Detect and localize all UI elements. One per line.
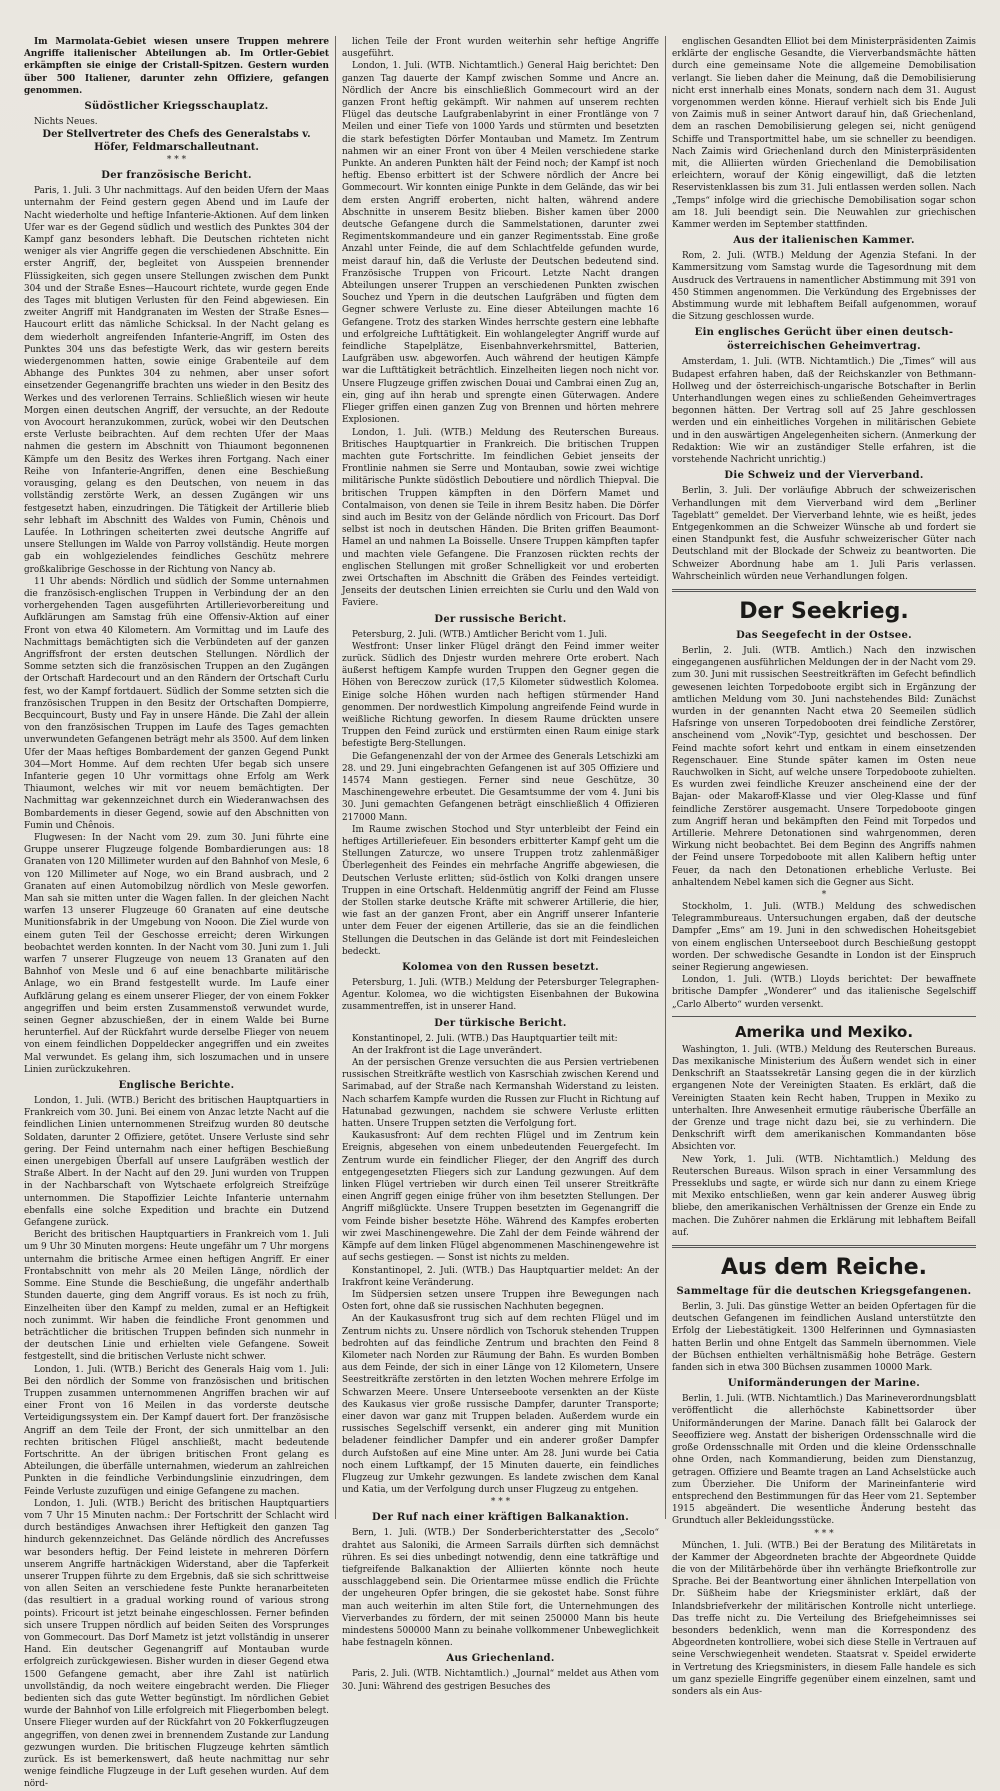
article-paragraph: London, 1. Juli. (WTB.) Bericht des britischen Hauptquartiers in Frankreich vom 30. Juni. Bei einem von Anzac letzte Nacht auf die feindlichen Linien unternommenen Streifzug wurden 80 deutsche Soldaten, darunter 2 Offiziere, getötet. Unsere Verluste sind sehr gering. Der Feind unternahm nach einer heftigen Beschießung einen unergebigen Überfall auf unsere Laufgräben westlich der Straße Albert. In der Nacht auf den 29. Juni wurden von Truppen in der Nachbarschaft von Wytschaete erfolgreich Streifzüge unternommen. Die Stapoffizier Leichte Infanterie unternahm ebenfalls eine solche Expedition und brachte ein Dutzend Gefangene zurück. [24, 1096, 329, 1229]
article-paragraph: Petersburg, 2. Juli. (WTB.) Amtlicher Bericht vom 1. Juli. [352, 629, 608, 640]
article-paragraph: London, 1. Juli. (WTB.) Bericht des britischen Hauptquartiers vom 7 Uhr 15 Minuten nachm.: Der Fortschritt der Schlacht wird durch beständiges Anwachsen ihrer Heftigkeit den ganzen Tag hindurch gekennzeichnet. Das Gelände nördlich des Ancrefusses war besonders heftig. Der Feind leistete in mehreren Dörfern unserem Angriffe hartnäckigen Widerstand, aber die Tapferkeit unserer Truppen führte zu dem Ergebnis, daß sie sich schrittweise von allen Seiten an verschiedene feste Punkte heranarbeiteten (das resultiert in a gradual working round of various strong points). Fricourt ist jetzt beinahe eingeschlossen. Ferner befinden sich unsere Truppen nördlich auf beiden Seiten des Vorsprunges von Gommecourt. Das Dorf Mametz ist jetzt vollständig in unserer Hand. Ein deutscher Gegenangriff auf Montauban wurde erfolgreich zurückgewiesen. Bisher wurden in dieser Gegend etwa 1500 Gefangene gemacht, aber ihre Zahl ist natürlich unvollständig, da noch weitere eingebracht werden. Die Flieger bedienten sich das gute Wetter begünstigt. Im nördlichen Gebiet wurde der Bahnhof von Lille erfolgreich mit Fliegerbomben belegt. Unsere Flieger wurden auf der Rückfahrt von 20 Fokkerflugzeugen angegriffen, von denen zwei in brennendem Zustande zur Landung gezwungen wurden. Die britischen Flugzeuge kehrten sämtlich zurück. Es ist bemerkenswert, daß heute nachmittag nur sehr wenige feindliche Flugzeuge in der Luft gesehen wurden. Auf dem nörd- [24, 1498, 329, 1790]
heading-secret-treaty: Ein englisches Gerücht über einen deutsch-österreichischen Geheimvertrag. [694, 327, 954, 353]
heading-america-mexico: Amerika und Mexiko. [734, 1022, 914, 1041]
article-paragraph: London, 1. Juli. (WTB.) Lloyds berichtet: Der bewaffnete britische Dampfer „Wonderer“ und das italienische Segelschiff „Carlo Alberto“ wurden versenkt. [672, 975, 976, 1010]
divider-stars: * * * [166, 155, 187, 166]
article-paragraph: 11 Uhr abends: Nördlich und südlich der Somme unternahmen die französisch-englischen Truppen in Verbindung der an den vorhergehenden Tagen ausgeführten Artillerievorbereitung und Aufklärungen am Samstag früh eine Offensiv-Aktion auf einer Front von etwa 40 Kilometern. Am Vormittag und im Laufe des Nachmittags bemächtigten sich die Verbündeten auf der ganzen Angriffsfront der ersten deutschen Stellungen. Nördlich der Somme setzten sich die französischen Truppen an den Zugängen der Ortschaft Hardecourt und an den Rändern der Ortschaft Curlu fest, wo der Kampf fortdauert. Südlich der Somme setzten sich die französischen Truppen in den Besitz der Ortschaften Dompierre, Becquincourt, Busty und Fay in unsere Hände. Die Zahl der allein von den französischen Truppen im Laufe des Tages gemachten unverwundeten Gefangenen beträgt mehr als 3500. Auf dem linken Ufer der Maas heftiges Bombardement der ganzen Gegend Punkt 304—Mort Homme. Auf dem rechten Ufer begab sich unsere Infanterie gegen 10 Uhr vormittags ohne Erfolg am Werk Thiaumont, welches wir mit vor neuem bemächtigten. Der Nachmittag war gekennzeichnet durch ein Wiederanwachsen des Bombardements in dieser Gegend, sowie auf den Abschnitten von Fumin und Chênois. [24, 576, 329, 831]
article-paragraph: lichen Teile der Front wurden weiterhin sehr heftige Angriffe ausgeführt. [342, 37, 659, 60]
column-1 [18, 36, 336, 1790]
article-paragraph: Die Gefangenenzahl der von der Armee des Generals Letschizki am 28. und 29. Juni eingebrachten Gefangenen ist auf 305 Offiziere und 14574 Mann gestiegen. Ferner sind neue Geschütze, 30 Maschinengewehre erbeutet. Die Gesamtsumme der vom 4. Juni bis 30. Juni gemachten Gefangenen beträgt einschließlich 4 Offizieren 217000 Mann. [342, 751, 659, 823]
section-rule [672, 1016, 976, 1017]
section-rule [672, 1245, 976, 1248]
article-paragraph: Paris, 2. Juli. (WTB. Nichtamtlich.) „Journal“ meldet aus Athen vom 30. Juni: Während des gestrigen Besuches des [342, 1669, 659, 1692]
heading-switzerland: Die Schweiz und der Vierverband. [724, 470, 924, 482]
article-paragraph: Washington, 1. Juli. (WTB.) Meldung des Reuterschen Bureaus. Das mexikanische Ministerium des Äußern wendet sich in einer Denkschrift an Staatssekretär Lansing gegen die in der kürzlich ergangenen Note der Vereinigten Staaten. Es erklärt, daß die Vereinigten Staaten kein Recht haben, Truppen in Mexiko zu unterhalten. Ihre Anwesenheit ermutige räuberische Überfälle an der Grenze und trage nicht dazu bei, sie zu verhindern. Die Denkschrift wirft dem amerikanischen Kommandanten böse Absichten vor. [672, 1044, 976, 1153]
columns [18, 36, 982, 1790]
article-paragraph: Paris, 1. Juli. 3 Uhr nachmittags. Auf den beiden Ufern der Maas unternahm der Feind gestern gegen Abend und im Laufe der Nacht wiederholte und heftige Infanterie-Aktionen. Auf dem linken Ufer war es der Gegend südlich und westlich des Punktes 304 der Kampf ganz besonders lebhaft. Die Deutschen richteten nicht weniger als vier Angriffe gegen die verschiedenen Abschnitte. Ein erster Angriff, der, begleitet von Ausspeien brennender Flüssigkeiten, sich gegen unsere Stellungen zwischen dem Punkt 304 und der Straße Esnes—Haucourt richtete, wurde gegen Ende des Tages mit blutigen Verlusten für den Feind abgewiesen. Ein zweiter Angriff mit Handgranaten im Westen der Straße Esnes—Haucourt erlitt das nämliche Schicksal. In der Nacht gelang es dem wiederholt angreifenden Infanterie-Angriff, im Osten des Punktes 304 uns das befestigte Werk, das wir gestern bereits wiedergenommen hatten, sowie einige Grabenteile auf dem Abhange des Punktes 304 zu nehmen, aber unser sofort einsetzender Gegenangriffe brachten uns wieder in den Besitz des Werkes und des verlorenen Terrains. Schließlich wiesen wir heute Morgen einen deutschen Angriff, der versuchte, an der Redoute von Avocourt heranzukommen, zurück, wobei wir den Deutschen erste Verluste beibrachten. Auf dem rechten Ufer der Maas nahmen die gestern im Abschnitt von Thiaumont begonnenen Kämpfe um den Besitz des Werkes ihren Fortgang. Nach einer Reihe von Infanterie-Angriffen, denen eine Beschießung vorausging, gelang es den Deutschen, von neuem in das vollständig zerstörte Werk, an dessen Zugängen wir uns festgesetzt haben, einzudringen. Die Tätigkeit der Artillerie blieb sehr lebhaft im Abschnitt des Waldes von Fumin, Chênois und Laufée. In Lothringen scheiterten zwei deutsche Angriffe auf unsere Stellungen im Walde von Parroy vollständig. Heute morgen gab ein wohlgezielendes feindliches Geschütz mehrere großkalibrige Geschosse in der Richtung von Nancy ab. [24, 186, 329, 575]
heading-baltic-battle: Das Seegefecht in der Ostsee. [736, 629, 912, 641]
article-paragraph: Flugwesen: In der Nacht vom 29. zum 30. Juni führte eine Gruppe unserer Flugzeuge folgende Bombardierungen aus: 18 Granaten von 120 Millimeter wurden auf den Bahnhof von Mesle, 6 von 120 Millimeter auf Noge, wo ein Brand ausbrach, und 2 Granaten auf einen Automobilzug nördlich von Mesle geworfen. Man sah sie mitten unter die Wagen fallen. In der gleichen Nacht warfen 13 unserer Flugzeuge 60 Granaten auf eine deutsche Munitionsfabrik in der Umgebung von Nooon. Die Ziel wurde von einem guten Teil der Geschosse erreicht; deren Wirkungen beobachtet werden konnten. In der Nacht vom 30. Juni zum 1. Juli warfen 7 unserer Flugzeuge von neuem 13 Granaten auf den Bahnhof von Mesle und 6 auf eine benachbarte militärische Anlage, wo ein Brand festgestellt wurde. Im Laufe einer Aufklärung gelang es einem unserer Flieger, der von einem Fokker angegriffen und beim ersten Zusammenstoß verwundet wurde, seinen Gegner abzuschießen, der in einem Walde bei Burne herunterfiel. Auf der Rückfahrt wurde derselbe Flieger von neuem von einem feindlichen Doppeldecker angegriffen und ein zweites Mal verwundet. Es gelang ihm, sich loszumachen und in unsere Linien zurückzukehren. [24, 832, 329, 1075]
heading-from-the-reich: Aus dem Reiche. [720, 1255, 928, 1281]
heading-collection-days: Sammeltage für die deutschen Kriegsgefangenen. [676, 1286, 972, 1298]
article-paragraph: Rom, 2. Juli. (WTB.) Meldung der Agenzia Stefani. In der Kammersitzung vom Samstag wurde die Tagesordnung mit dem Ausdruck des Vertrauens in namentlicher Abstimmung mit 391 von 450 Stimmen angenommen. Die Verkündung des Ergebnisses der Abstimmung wurde mit lebhaftem Beifall aufgenommen, worauf die Sitzung geschlossen wurde. [672, 251, 976, 323]
article-paragraph: Amsterdam, 1. Juli. (WTB. Nichtamtlich.) Die „Times“ will aus Budapest erfahren haben, daß der Reichskanzler von Bethmann-Hollweg und der österreichisch-ungarische Botschafter in Berlin Unterhandlungen wegen eines zu schließenden Geheimvertrages begonnen hätten. Der Vertrag soll auf 25 Jahre geschlossen werden und ein einheitliches Vorgehen in militärischen Gebiete und in den auswärtigen Angelegenheiten sichern. (Anmerkung der Redaktion: Wie wir an zuständiger Stelle erfahren, ist die vorstehende Nachricht unrichtig.) [672, 357, 976, 466]
heading-english-reports: Englische Berichte. [118, 1080, 235, 1092]
article-paragraph: Berlin, 2. Juli. (WTB. Amtlich.) Nach den inzwischen eingegangenen ausführlichen Meldungen der in der Nacht vom 29. zum 30. Juni mit russischen Seestreitkräften im Gefecht befindlich gewesenen leichten Torpedoboote ergibt sich in Ergänzung der amtlichen Meldung vom 30. Juni nachstehendes Bild: Zunächst wurden in der genannten Nacht etwa 20 Seemeilen südlich Hafsringe von unseren Torpedobooten drei feindliche Zerstörer, anscheinend vom „Novik“-Typ, gesichtet und beschossen. Der Feind machte sofort kehrt und entkam in einem einsetzenden Regenschauer. Eine Stunde später kamen im Osten neue Rauchwolken in Sicht, auf welche unsere Torpedoboote zuhielten. Es wurden zwei feindliche Kreuzer anscheinend eine der der Bajan- oder Makaroff-Klasse und vier Oleg-Klasse und fünf feindliche Zerstörer ausgemacht. Unsere Torpedoboote gingen zum Angriff heran und bekämpften den Feind mit Torpedos und Artillerie. Mehrere Detonationen sind wahrgenommen, deren Wirkung nicht beobachtet. Bei dem Beginn des Angriffs nahmen der Feind unsere Torpedoboote mit allen Kalibern heftig unter Feuer, da nach den Detonationen erhebliche Verluste. Bei anhaltendem Nebel kamen sich die Gegner aus Sicht. [672, 645, 976, 888]
column-2 [336, 36, 666, 1692]
article-paragraph: Berlin, 1. Juli. (WTB. Nichtamtlich.) Das Marineverordnungsblatt veröffentlicht die allerhöchste Kabinettsorder über Uniformänderungen der Marine. Danach fällt bei Galarock der Seeoffiziere weg. Anstatt der bisherigen Ordensschnalle wird die große Ordensschnalle mit Orden und die kleine Ordensschnalle ohne Orden, nach Kommandierung, beiden zum Dienstanzug, getragen. Offiziere und Beamte tragen an Land Achselstücke auch zum Überzieher. Die Uniform der Marineinfanterie wird entsprechend den Bestimmungen für das Heer vom 21. September 1915 abgeändert. Die wesentliche Änderung besteht das Grundtuch aller Bekleidungsstücke. [672, 1394, 976, 1527]
article-paragraph: Petersburg, 1. Juli. (WTB.) Meldung der Petersburger Telegraphen-Agentur. Kolomea, wo die wichtigsten Eisenbahnen der Bukowina zusammentreffen, ist in unserer Hand. [342, 978, 659, 1013]
news-text: Nichts Neues. [34, 117, 98, 128]
article-paragraph: An der persischen Grenze versuchten die aus Persien vertriebenen russischen Streitkräfte westlich von Kasrschiah zwischen Kerend und Sarimabad, auf der Straße nach Kermanshah Widerstand zu leisten. Nach scharfem Kampfe wurden die Russen zur Flucht in Richtung auf Hatunabad gezwungen, nachdem sie schwere Verluste erlitten hatten. Unsere Truppen setzten die Verfolgung fort. [342, 1058, 659, 1130]
article-paragraph: Berlin, 3. Juli. Das günstige Wetter an beiden Opfertagen für die deutschen Gefangenen im feindlichen Ausland unterstützte den Erfolg der Liebestätigkeit. 1300 Helferinnen und Gymnasiasten hatten Berlin und ohne Entgelt das Sammeln übernommen. Viele der Büchsen enthielten verhältnismäßig hohe Beträge. Gestern fanden sich in etwa 300 Büchsen zusammen 10000 Mark. [672, 1302, 976, 1374]
article-paragraph: Berlin, 3. Juli. Der vorläufige Abbruch der schweizerischen Verhandlungen mit dem Vierverband wird dem „Berliner Tageblatt“ gemeldet. Der Vierverband lehnte, wie es heißt, jedes Entgegenkommen an die Schweizer Wünsche ab und fordert sie einen Standpunkt fest, die Ausfuhr schweizerischer Güter nach Deutschland mit der Blockade der Schweiz zu beantworten. Die Schweizer Abordnung habe am 1. Juli Paris verlassen. Wahrscheinlich würden neue Verhandlungen folgen. [672, 486, 976, 582]
heading-naval-war: Der Seekrieg. [739, 598, 909, 624]
article-paragraph: London, 1. Juli. (WTB.) Meldung des Reuterschen Bureaus. Britisches Hauptquartier in Frankreich. Die britischen Truppen machten gute Fortschritte. Im feindlichen Gebiet jenseits der Frontlinie nahmen sie Serre und Montauban, sowie zwei wichtige militärische Punkte südöstlich Deboutiere und nördlich Thiepval. Die britischen Truppen kämpften in den Dörfern Mamet und Contalmaison, von denen sie Teile in ihrem Besitz haben. Die Dörfer sind auch im Besitz von der Gelände nördlich von Fricourt. Das Dorf selbst ist noch in deutschen Händen. Die Briten griffen Beaumont-Hamel an und nahmen La Boisselle. Unsere Truppen kämpften tapfer und machten viele Gefangene. Die Franzosen rückten rechts der englischen Stellungen mit großer Schnelligkeit vor und eroberten zwei Ortschaften im Abschnitt die Gräben des Feindes verteidigt. Jenseits der deutschen Linien erreichten sie Curlu und den Wald von Faviere. [342, 427, 659, 609]
heading-balkan-action: Der Ruf nach einer kräftigen Balkanaktion. [371, 1512, 630, 1524]
column-3 [666, 36, 982, 1697]
article-paragraph: Westfront: Unser linker Flügel drängt den Feind immer weiter zurück. Südlich des Dnjestr wurden mehrere Orte erobert. Nach äußerst heftigem Kampfe wurden Truppen den Gegner gegen die Höhen von Bereczow zurück (17,5 Kilometer südwestlich Kolomea. Einige solche Höhen wurden nach heftigen stürmender Hand genommen. Der nordwestlich Kimpolung angreifende Feind wurde in weißliche Richtung geworfen. In diesem Raume drückten unsere Truppen den Feind zurück und erstürmten einen Raum einige stark befestigte Berg-Stellungen. [342, 641, 659, 750]
article-paragraph: New York, 1. Juli. (WTB. Nichtamtlich.) Meldung des Reuterschen Bureaus. Wilson sprach in einer Versammlung des Presseklubs und sagte, er würde sich nur dann zu einem Kriege mit Mexiko entschließen, wenn gar kein anderer Ausweg übrig bliebe, den amerikanischen Verhältnissen der Grenze ein Ende zu machen. Die Zuhörer nahmen die Erklärung mit lebhaftem Beifall auf. [672, 1154, 976, 1238]
article-paragraph: Stockholm, 1. Juli. (WTB.) Meldung des schwedischen Telegrammbureaus. Untersuchungen ergaben, daß der deutsche Dampfer „Ems“ am 19. Juni in den schwedischen Hoheitsgebiet von einem englischen Unterseeboot durch Beschießung gestoppt worden. Der schwedische Gesandte in London ist der Einspruch seiner Regierung angewiesen. [672, 901, 976, 973]
article-paragraph: Bericht des britischen Hauptquartiers in Frankreich vom 1. Juli um 9 Uhr 30 Minuten morgens: Heute ungefähr um 7 Uhr morgens unternahm die britische Armee einen heftigen Angriff. Er einer Frontabschnitt von mehr als 20 Meilen Länge, nördlich der Somme. Eine Stunde die Beschießung, die ungefähr anderthalb Stunden dauerte, ging dem Angriff voraus. Es ist noch zu früh, Einzelheiten über den Kampf zu melden, zumal er an Heftigkeit noch zunimmt. Wir haben die feindliche Front genommen und beträchtlicher die britischen Truppen befinden sich nunmehr in der deutschen Linie und erhielten viele Gefangene. Soweit festgestellt, sind die britischen Verluste nicht schwer. [24, 1230, 329, 1363]
heading-russian-report: Der russische Bericht. [434, 613, 567, 625]
heading-italian-chamber: Aus der italienischen Kammer. [733, 235, 915, 247]
article-paragraph: Bern, 1. Juli. (WTB.) Der Sonderberichterstatter des „Secolo“ drahtet aus Saloniki, die Armeen Sarrails dürften sich demnächst rühren. Es sei dies unbedingt notwendig, denn eine tatkräftige und tiefgreifende Balkanaktion der Alliierten könnte noch heute ausschlaggebend sein. Die Orientarmee müsse endlich die Früchte der ungeheuren Opfer bringen, die sie gekostet habe. Sonst führe man auch weiterhin im alten Stile fort, die Unternehmungen des Vierverbandes zu fördern, der mit seinen 250000 Mann bis heute mindestens 500000 Mann zu beinahe vollkommener Unbeweglichkeit habe festnageln können. [342, 1528, 659, 1649]
divider-stars: * * * [490, 1497, 511, 1508]
section-heading-southeast: Südöstlicher Kriegsschauplatz. [84, 101, 269, 113]
heading-kolomea: Kolomea von den Russen besetzt. [402, 962, 599, 974]
section-rule [672, 589, 976, 592]
intro-paragraph: Im Marmolata-Gebiet wiesen unsere Truppen mehrere Angriffe italienischer Abteilungen ab. Im Ortler-Gebiet erkämpften sie einige der Cristall-Spitzen. Gestern wurden über 500 Italiener, darunter zehn Offiziere, gefangen genommen. [24, 37, 329, 96]
article-paragraph: London, 1. Juli. (WTB.) Bericht des Generals Haig vom 1. Juli: Bei den nördlich der Somme von französischen und britischen Truppen zusammen unternommenen Angriffen brachen wir auf einer Front von 16 Meilen in das vorderste deutsche Verteidigungssystem ein. Der Kampf dauert fort. Der französische Angriff an dem Teile der Front, der sich unmittelbar an den rechten britischen Flügel anschließt, macht bedeutende Fortschritte. An der übrigen britischen Front gelang es Abteilungen, die überfälle unternahmen, wiederum an zahlreichen Punkten in die feindliche Verbindungslinie einzudringen, dem Feinde Verluste zuzufügen und einige Gefangene zu machen. [24, 1364, 329, 1497]
heading-french-report: Der französische Bericht. [101, 170, 252, 182]
article-paragraph: Kaukasusfront: Auf dem rechten Flügel und im Zentrum kein Ereignis, abgesehen von einem unbedeutenden Feuergefecht. Im Zentrum wurde ein feindlicher Flieger, der den Angriff des durch entgegengesetzten Fliegers sich zur Landung gezwungen. Auf dem linken Flügel vertrieben wir durch einen Teil unserer Streitkräfte einen Angriff gegen einige früher von ihm besetzten Stellungen. Der Angriff mißglückte. Unsere Truppen besetzten im Gegenangriff die vom Feinde bisher besetzte Höhe. Während des Kampfes eroberten wir zwei Maschinengewehre. Die Zahl der dem Feinde während der Kämpfe auf dem linken Flügel abgenommenen Maschinengewehre ist auf sechs gestiegen. — Sonst ist nichts zu melden. [342, 1131, 659, 1264]
article-paragraph: Im Raume zwischen Stochod und Styr unterbleibt der Feind ein heftiges Artilleriefeuer. Ein besonders erbitterter Kampf geht um die Stellungen Zaturcze, wo unsere Truppen trotz zahlenmäßiger Überlegenheit des Feindes ein mehrfache Angriffe abgewiesen, die Deutschen Verluste erlitten; süd-östlich von Kolki drangen unsere Truppen in eine Ortschaft. Heldenmütig angriff der Feind am Flusse der Stollen starke deutsche Kräfte mit schwerer Artillerie, die hier, wie fast an der ganzen Front, aber ein Angriff unserer Infanterie unter dem Feuer der eigenen Artillerie, das sie an die feindlichen Stellungen die Deutschen in das Gelände ist dort mit Feindesleichen bedeckt. [342, 824, 659, 957]
heading-greece: Aus Griechenland. [446, 1653, 555, 1665]
article-paragraph: München, 1. Juli. (WTB.) Bei der Beratung des Militäretats in der Kammer der Abgeordneten brachte der Abgeordnete Quidde die von der Militärbehörde über ihn verhängte Briefkontrolle zur Sprache. Bei der Beantwortung einer ähnlichen Interpellation von Dr. Süßheim habe der Kriegsminister erklärt, daß der Inlandsbriefverkehr der militärischen Kontrolle nicht unterliege. Das treffe nicht zu. Die Verteilung des Briefgeheimnisses sei besonders bedenklich, wenn man die Korrespondenz des Abgeordneten kontrolliere, wobei sich diese Stelle in Vertrauen auf seine Verschwiegenheit wendeten. Staatsrat v. Speidel erwiderte in Vertretung des Kriegsministers, in diesem Falle handele es sich um ganz spezielle Eingriffe gegenüber einem einzelnen, samt und sonders als ein Aus- [672, 1540, 976, 1697]
heading-turkish-report: Der türkische Bericht. [434, 1017, 567, 1029]
article-paragraph: An der Irakfront ist die Lage unverändert. [352, 1045, 543, 1056]
divider-stars: * [821, 889, 827, 900]
article-paragraph: Konstantinopel, 2. Juli. (WTB.) Das Hauptquartier meldet: An der Irakfront keine Veränderung. [342, 1265, 659, 1288]
article-paragraph: Konstantinopel, 2. Juli. (WTB.) Das Hauptquartier teilt mit: [352, 1033, 618, 1044]
article-paragraph: London, 1. Juli. (WTB. Nichtamtlich.) General Haig berichtet: Den ganzen Tag dauerte der Kampf zwischen Somme und Ancre an. Nördlich der Ancre bis einschließlich Gommecourt wird an der ganzen Front heftig gekämpft. Wir nahmen auf unserem rechten Flügel das deutsche Laufgrabenlabyrint in einer Frontlänge von 7 Meilen und einer Tiefe von 1000 Yards und stürmten und besetzten die stark befestigten Dörfer Montauban und Mametz. Im Zentrum nahmen wir an einer Front von über 4 Meilen verschiedene starke Punkte. An anderen Punkten hält der Feind noch; der Kampf ist noch heftig. Ebenso erbittert ist der Schwere nördlich der Ancre bei Gommecourt. Wir konnten einige Punkte in dem Gelände, das wir bei dem ersten Angriff eroberten, nicht halten, während andere Abschnitte in unserem Besitz blieben. Bisher kamen über 2000 deutsche Gefangene durch die Sammelstationen, darunter zwei Regimentskommandeure und ein ganzer Regimentsstab. Eine große Anzahl unter Feinde, die auf dem Schlachtfelde gefunden wurde, meist darauf hin, daß die Verluste der Deutschen bedeutend sind. Französische Truppen von Fricourt. Letzte Nacht drangen Abteilungen unserer Truppen an verschiedenen Punkten zwischen Souchez und Ypern in die deutschen Laufgräben und fügten dem Gegner schwere Verluste zu. Eine dieser Abteilungen machte 16 Gefangene. Trotz des starken Windes herrschte gestern eine lebhafte und erfolgreiche Lufttätigkeit. Ein wohlangelegter Angriff wurde auf feindliche Stapelplätze, Eisenbahnverkehrsmittel, Batterien, Laufgräben usw. abgeworfen. Auch während der heutigen Kämpfe war die Lufttätigkeit beträchtlich. Einzelheiten liegen noch nicht vor. Unsere Flugzeuge griffen zwischen Douai und Cambrai einen Zug an, ein, ging auf ihn herab und sprengte einen Güterwagen. Andere Flieger griffen einen ganzen Zug von Brennen und hörten mehrere Explosionen. [342, 61, 659, 426]
divider-stars: * * * [814, 1528, 834, 1539]
article-paragraph: Im Südpersien setzen unsere Truppen ihre Bewegungen nach Osten fort, ohne daß sie russischen Nachhuten begegnen. [342, 1289, 659, 1313]
signature: Der Stellvertreter des Chefs des Generalstabs v. Höfer, Feldmarschalleutnant. [42, 129, 311, 154]
heading-navy-uniforms: Uniformänderungen der Marine. [727, 1378, 921, 1390]
article-paragraph: An der Kaukasusfront trug sich auf dem rechten Flügel und im Zentrum nichts zu. Unsere nördlich von Tschoruk stehenden Truppen bedrohten auf das feindliche Zentrum und brachten den Feind 8 Kilometer nach Norden zur Räumung der Bahn. Es wurden Bomben aus dem Feinde, der sich in einer Länge von 12 Kilometern, Unsere Seestreitkräfte zerstörten in den letzten Wochen mehrere Erfolge im Schwarzen Meere. Unsere Unterseeboote versenkten an der Küste des Kaukasus vier große russische Dampfer, darunter Transporte; einer davon war ganz mit Truppen beladen. Außerdem wurde ein russisches Segelschiff versenkt, ein anderer ging mit Munition beladener feindlicher Dampfer und ein anderer großer Dampfer durch Aufstoßen auf eine Mine unter. Am 28. Juni wurde bei Catia noch einem Luftkampf, der 15 Minuten dauerte, ein feindliches Flugzeug zur Umkehr gezwungen. Es landete zwischen dem Kanal und Katia, um der Verfolgung durch unser Flugzeug zu entgehen. [342, 1314, 659, 1496]
article-paragraph: englischen Gesandten Elliot bei dem Ministerpräsidenten Zaimis erklärte der englische Gesandte, die Vierverbandsmächte hätten durch eine gemeinsame Note die allgemeine Demobilisation verlangt. Sie lieben daher die Meinung, daß die Demobilisierung nicht erst innerhalb eines Monats, sondern nach dem 31. August vorgenommen werden könne. Hierauf verhielt sich bis Ende Juli von Zaimis muß in seiner Antwort darauf hin, daß Griechenland, dem an raschen Demobilisierung gelegen sei, nicht genügend Schiffe und Transportmittel habe, um sie schneller zu beendigen. Nach Zaimis wird Griechenland durch den Ministerpräsidenten mit, die Alliierten würden Griechenland die Demobilisation erleichtern, worauf der König eingewilligt, daß die letzten Reservistenklassen bis zum 31. Juli entlassen werden sollen. Nach „Temps“ infolge wird die griechische Demobilisation sogar schon am 18. Juli beendigt sein. Die Neuwahlen zur griechischen Kammer werden im September stattfinden. [672, 37, 976, 231]
